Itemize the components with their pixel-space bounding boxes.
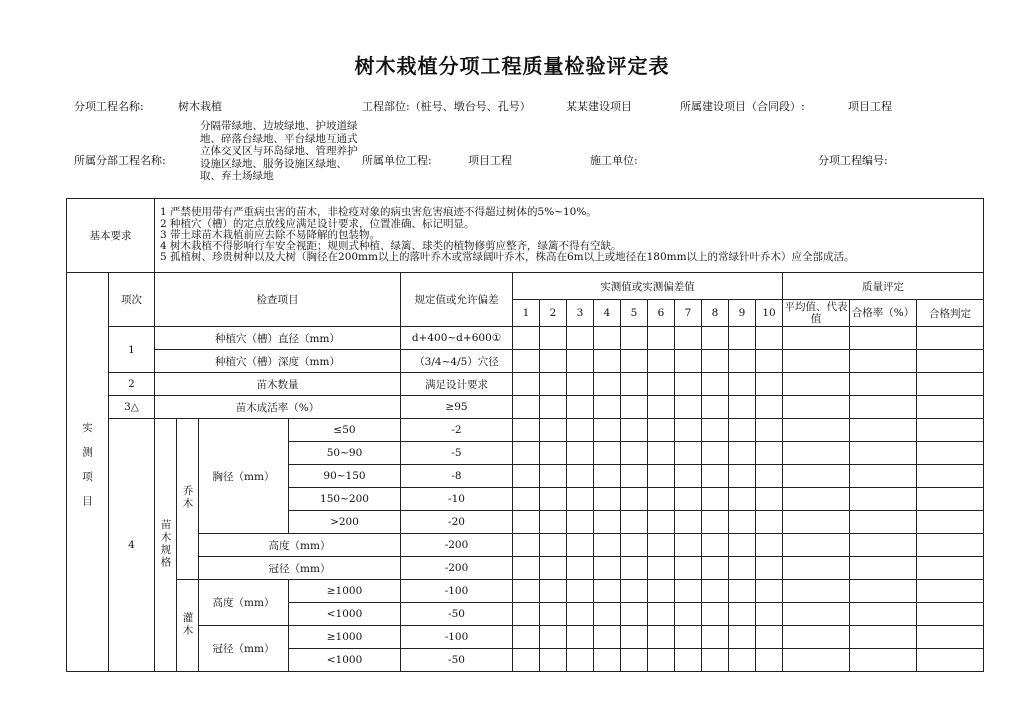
value-cell xyxy=(675,603,702,626)
division-label: 所属分部工程名称: xyxy=(74,154,166,167)
value-cell xyxy=(648,534,675,557)
value-cell xyxy=(567,557,594,580)
value-cell xyxy=(702,442,729,465)
value-cell xyxy=(594,603,621,626)
value-cell xyxy=(702,649,729,672)
value-cell xyxy=(850,488,917,511)
value-cell xyxy=(648,557,675,580)
value-cell xyxy=(594,626,621,649)
quality-header: 质量评定 xyxy=(783,273,984,300)
value-cell xyxy=(621,557,648,580)
avg-header: 平均值、代表值 xyxy=(784,301,848,325)
allowed-value: -20 xyxy=(401,511,513,534)
allowed-value: -5 xyxy=(401,442,513,465)
allowed-value: -200 xyxy=(401,534,513,557)
value-cell xyxy=(702,488,729,511)
value-cell xyxy=(917,557,984,580)
value-cell xyxy=(702,580,729,603)
value-cell xyxy=(540,511,567,534)
value-cell xyxy=(648,373,675,396)
value-cell xyxy=(621,488,648,511)
value-cell xyxy=(783,419,850,442)
table-row xyxy=(67,626,984,649)
value-cell xyxy=(567,419,594,442)
value-cell xyxy=(729,465,756,488)
allowed-value: -100 xyxy=(401,626,513,649)
value-cell xyxy=(850,557,917,580)
table-row xyxy=(67,373,984,396)
allowed-value: -8 xyxy=(401,465,513,488)
value-cell xyxy=(729,649,756,672)
division-value: 分隔带绿地、边坡绿地、护坡道绿地、碎落台绿地、平台绿地互通式立体交叉区与环岛绿地、管理养护设施区绿地、服务设施区绿地、取、弃土场绿地 xyxy=(200,120,358,182)
tree-group: 乔木 xyxy=(177,419,199,580)
value-cell xyxy=(917,603,984,626)
value-cell xyxy=(513,580,540,603)
value-cell xyxy=(621,649,648,672)
value-cell xyxy=(594,419,621,442)
value-cell xyxy=(850,626,917,649)
check-item: 种植穴（槽）深度（mm） xyxy=(155,350,401,373)
value-cell xyxy=(621,396,648,419)
value-cell xyxy=(648,649,675,672)
dbh-label: 胸径（mm） xyxy=(199,419,289,534)
value-cell xyxy=(783,511,850,534)
project-label: 所属建设项目（合同段）: xyxy=(680,100,805,113)
value-cell xyxy=(756,488,783,511)
measured-header: 实测值或实测偏差值 xyxy=(513,273,783,300)
value-cell xyxy=(702,511,729,534)
page-title: 树木栽植分项工程质量检验评定表 xyxy=(354,54,670,78)
value-cell xyxy=(567,580,594,603)
value-cell xyxy=(648,350,675,373)
value-cell xyxy=(675,511,702,534)
value-cell xyxy=(648,580,675,603)
value-cell xyxy=(850,534,917,557)
value-cell xyxy=(756,534,783,557)
value-cell xyxy=(513,465,540,488)
value-cell xyxy=(756,465,783,488)
value-cell xyxy=(594,557,621,580)
value-cell xyxy=(540,580,567,603)
value-cell xyxy=(540,626,567,649)
value-cell xyxy=(850,350,917,373)
requirement-1: 1 严禁使用带有严重病虫害的苗木，非检疫对象的病虫害危害痕迹不得超过树体的5%~10%。 xyxy=(160,206,597,219)
value-cell xyxy=(729,442,756,465)
shrub-height-range: ≥1000 xyxy=(289,580,401,603)
value-cell xyxy=(850,603,917,626)
col-5: 5 xyxy=(621,300,648,327)
table-row xyxy=(67,419,984,442)
value-cell xyxy=(917,442,984,465)
table-row xyxy=(67,327,984,350)
allowed-value: -10 xyxy=(401,488,513,511)
col-10: 10 xyxy=(756,300,783,327)
value-cell xyxy=(702,465,729,488)
value-cell xyxy=(513,557,540,580)
shrub-crown-label: 冠径（mm） xyxy=(199,626,289,672)
value-cell xyxy=(783,649,850,672)
value-cell xyxy=(621,465,648,488)
value-cell xyxy=(783,327,850,350)
value-cell xyxy=(567,534,594,557)
value-cell xyxy=(513,396,540,419)
value-cell xyxy=(917,327,984,350)
value-cell xyxy=(917,511,984,534)
value-cell xyxy=(621,603,648,626)
unit-value: 项目工程 xyxy=(468,154,512,167)
value-cell xyxy=(594,488,621,511)
value-cell xyxy=(756,442,783,465)
value-cell xyxy=(513,488,540,511)
tree-crown-label: 冠径（mm） xyxy=(199,557,401,580)
value-cell xyxy=(621,580,648,603)
value-cell xyxy=(648,327,675,350)
value-cell xyxy=(729,580,756,603)
dbh-range: 150~200 xyxy=(289,488,401,511)
shrub-crown-range: <1000 xyxy=(289,649,401,672)
value-cell xyxy=(567,488,594,511)
value-cell xyxy=(729,373,756,396)
value-cell xyxy=(540,350,567,373)
value-cell xyxy=(594,350,621,373)
value-cell xyxy=(783,465,850,488)
value-cell xyxy=(540,442,567,465)
value-cell xyxy=(594,327,621,350)
value-cell xyxy=(850,396,917,419)
allowed-value: 满足设计要求 xyxy=(401,373,513,396)
value-cell xyxy=(729,603,756,626)
value-cell xyxy=(702,557,729,580)
basic-requirements-text xyxy=(155,199,984,273)
value-cell xyxy=(675,419,702,442)
value-cell xyxy=(783,350,850,373)
value-cell xyxy=(756,649,783,672)
code-label: 分项工程编号: xyxy=(818,154,888,167)
subitem-name-label: 分项工程名称: xyxy=(74,100,144,113)
value-cell xyxy=(702,327,729,350)
table-row xyxy=(67,557,984,580)
requirement-5: 5 孤植树、珍贵树种以及大树（胸径在200mm以上的落叶乔木或常绿阔叶乔木，株高在6m以上或地径在180mm以上的常绿针叶乔木）应全部成活。 xyxy=(160,251,855,264)
value-cell xyxy=(513,603,540,626)
table-row xyxy=(67,350,984,373)
check-item: 种植穴（槽）直径（mm） xyxy=(155,327,401,350)
table-row xyxy=(67,396,984,419)
value-cell xyxy=(540,488,567,511)
value-cell xyxy=(594,465,621,488)
shrub-crown-range: ≥1000 xyxy=(289,626,401,649)
value-cell xyxy=(783,580,850,603)
value-cell xyxy=(783,626,850,649)
allowed-value: -100 xyxy=(401,580,513,603)
value-cell xyxy=(702,626,729,649)
allowed-header: 规定值或允许偏差 xyxy=(401,273,513,327)
value-cell xyxy=(621,350,648,373)
value-cell xyxy=(567,511,594,534)
table-row xyxy=(67,534,984,557)
value-cell xyxy=(917,396,984,419)
table-row xyxy=(67,580,984,603)
value-cell xyxy=(621,626,648,649)
value-cell xyxy=(729,350,756,373)
value-cell xyxy=(729,419,756,442)
value-cell xyxy=(621,327,648,350)
value-cell xyxy=(513,373,540,396)
value-cell xyxy=(850,649,917,672)
value-cell xyxy=(917,626,984,649)
value-cell xyxy=(594,442,621,465)
value-cell xyxy=(621,373,648,396)
value-cell xyxy=(567,626,594,649)
value-cell xyxy=(702,350,729,373)
unit-label: 所属单位工程: xyxy=(362,154,432,167)
check-item: 苗木数量 xyxy=(155,373,401,396)
value-cell xyxy=(850,419,917,442)
dbh-range: 50~90 xyxy=(289,442,401,465)
item-no: 3△ xyxy=(109,396,155,419)
value-cell xyxy=(648,511,675,534)
value-cell xyxy=(513,419,540,442)
allowed-value: -2 xyxy=(401,419,513,442)
col-9: 9 xyxy=(729,300,756,327)
requirement-2: 2 种植穴（槽）的定点放线应满足设计要求，位置准确、标记明显。 xyxy=(160,217,475,230)
value-cell xyxy=(540,419,567,442)
col-6: 6 xyxy=(648,300,675,327)
basic-requirements-label: 基本要求 xyxy=(67,199,155,273)
value-cell xyxy=(783,534,850,557)
value-cell xyxy=(756,557,783,580)
value-cell xyxy=(621,534,648,557)
value-cell xyxy=(850,442,917,465)
project-value: 项目工程 xyxy=(848,100,892,113)
subitem-name-value: 树木栽植 xyxy=(178,100,222,113)
seedling-spec-group: 苗木规格 xyxy=(155,419,177,672)
tree-height-label: 高度（mm） xyxy=(199,534,401,557)
value-cell xyxy=(513,649,540,672)
value-cell xyxy=(729,626,756,649)
value-cell xyxy=(917,350,984,373)
item-no: 4 xyxy=(109,419,155,672)
value-cell xyxy=(540,465,567,488)
value-cell xyxy=(594,373,621,396)
value-cell xyxy=(594,580,621,603)
value-cell xyxy=(513,534,540,557)
value-cell xyxy=(621,511,648,534)
value-cell xyxy=(783,373,850,396)
value-cell xyxy=(567,442,594,465)
value-cell xyxy=(702,534,729,557)
value-cell xyxy=(675,442,702,465)
value-cell xyxy=(567,603,594,626)
value-cell xyxy=(675,465,702,488)
allowed-value: -200 xyxy=(401,557,513,580)
value-cell xyxy=(594,534,621,557)
value-cell xyxy=(756,327,783,350)
value-cell xyxy=(621,419,648,442)
measured-items-section: 实测项目 xyxy=(67,273,109,672)
value-cell xyxy=(702,396,729,419)
value-cell xyxy=(917,534,984,557)
item-no: 1 xyxy=(109,327,155,373)
value-cell xyxy=(917,465,984,488)
item-no: 2 xyxy=(109,373,155,396)
check-item-header: 检查项目 xyxy=(155,273,401,327)
value-cell xyxy=(540,396,567,419)
value-cell xyxy=(594,649,621,672)
requirement-4: 4 树木栽植不得影响行车安全视距；规则式种植、绿篱、球类的植物修剪应整齐，绿篱不得有空缺。 xyxy=(160,240,622,253)
value-cell xyxy=(567,350,594,373)
value-cell xyxy=(540,373,567,396)
value-cell xyxy=(675,580,702,603)
value-cell xyxy=(648,419,675,442)
allowed-value: ≥95 xyxy=(401,396,513,419)
value-cell xyxy=(756,626,783,649)
value-cell xyxy=(783,488,850,511)
value-cell xyxy=(917,649,984,672)
value-cell xyxy=(850,327,917,350)
value-cell xyxy=(756,511,783,534)
value-cell xyxy=(729,557,756,580)
col-2: 2 xyxy=(540,300,567,327)
value-cell xyxy=(648,465,675,488)
value-cell xyxy=(513,511,540,534)
value-cell xyxy=(540,557,567,580)
col-1: 1 xyxy=(513,300,540,327)
judge-header: 合格判定 xyxy=(917,300,984,327)
constructor-label: 施工单位: xyxy=(590,154,638,167)
value-cell xyxy=(675,488,702,511)
col-8: 8 xyxy=(702,300,729,327)
value-cell xyxy=(756,419,783,442)
inspection-table xyxy=(66,198,984,672)
value-cell xyxy=(648,626,675,649)
value-cell xyxy=(675,327,702,350)
value-cell xyxy=(513,350,540,373)
value-cell xyxy=(783,396,850,419)
value-cell xyxy=(756,396,783,419)
col-7: 7 xyxy=(675,300,702,327)
value-cell xyxy=(729,327,756,350)
value-cell xyxy=(783,442,850,465)
value-cell xyxy=(783,557,850,580)
value-cell xyxy=(621,442,648,465)
col-4: 4 xyxy=(594,300,621,327)
value-cell xyxy=(513,327,540,350)
location-label: 工程部位:（桩号、墩台号、孔号） xyxy=(362,100,531,113)
shrub-height-label: 高度（mm） xyxy=(199,580,289,626)
value-cell xyxy=(917,488,984,511)
value-cell xyxy=(513,626,540,649)
value-cell xyxy=(675,649,702,672)
value-cell xyxy=(729,511,756,534)
value-cell xyxy=(567,465,594,488)
value-cell xyxy=(648,396,675,419)
value-cell xyxy=(850,580,917,603)
value-cell xyxy=(594,396,621,419)
shrub-group: 灌木 xyxy=(177,580,199,672)
value-cell xyxy=(540,603,567,626)
value-cell xyxy=(850,511,917,534)
value-cell xyxy=(729,396,756,419)
value-cell xyxy=(540,534,567,557)
allowed-value: d+400~d+600① xyxy=(401,327,513,350)
value-cell xyxy=(540,649,567,672)
value-cell xyxy=(702,419,729,442)
dbh-range: 90~150 xyxy=(289,465,401,488)
value-cell xyxy=(567,649,594,672)
value-cell xyxy=(675,396,702,419)
value-cell xyxy=(850,373,917,396)
value-cell xyxy=(783,603,850,626)
value-cell xyxy=(729,534,756,557)
value-cell xyxy=(567,396,594,419)
allowed-value: -50 xyxy=(401,603,513,626)
value-cell xyxy=(513,442,540,465)
value-cell xyxy=(850,465,917,488)
value-cell xyxy=(648,603,675,626)
location-value: 某某建设项目 xyxy=(566,100,632,113)
item-no-header: 项次 xyxy=(109,273,155,327)
allowed-value: -50 xyxy=(401,649,513,672)
dbh-range: ≤50 xyxy=(289,419,401,442)
value-cell xyxy=(702,603,729,626)
requirement-3: 3 带土球苗木栽植前应去除不易降解的包装物。 xyxy=(160,228,381,241)
value-cell xyxy=(756,580,783,603)
value-cell xyxy=(540,327,567,350)
value-cell xyxy=(675,373,702,396)
value-cell xyxy=(675,534,702,557)
allowed-value: （3/4~4/5）穴径 xyxy=(401,350,513,373)
value-cell xyxy=(917,373,984,396)
value-cell xyxy=(756,373,783,396)
value-cell xyxy=(675,350,702,373)
value-cell xyxy=(648,488,675,511)
shrub-height-range: <1000 xyxy=(289,603,401,626)
value-cell xyxy=(729,488,756,511)
pass-rate-header: 合格率（%） xyxy=(850,300,917,327)
value-cell xyxy=(648,442,675,465)
col-3: 3 xyxy=(567,300,594,327)
check-item: 苗木成活率（%） xyxy=(155,396,401,419)
value-cell xyxy=(567,327,594,350)
value-cell xyxy=(917,419,984,442)
value-cell xyxy=(675,626,702,649)
value-cell xyxy=(756,350,783,373)
value-cell xyxy=(917,580,984,603)
dbh-range: >200 xyxy=(289,511,401,534)
value-cell xyxy=(675,557,702,580)
value-cell xyxy=(702,373,729,396)
value-cell xyxy=(594,511,621,534)
value-cell xyxy=(567,373,594,396)
value-cell xyxy=(756,603,783,626)
